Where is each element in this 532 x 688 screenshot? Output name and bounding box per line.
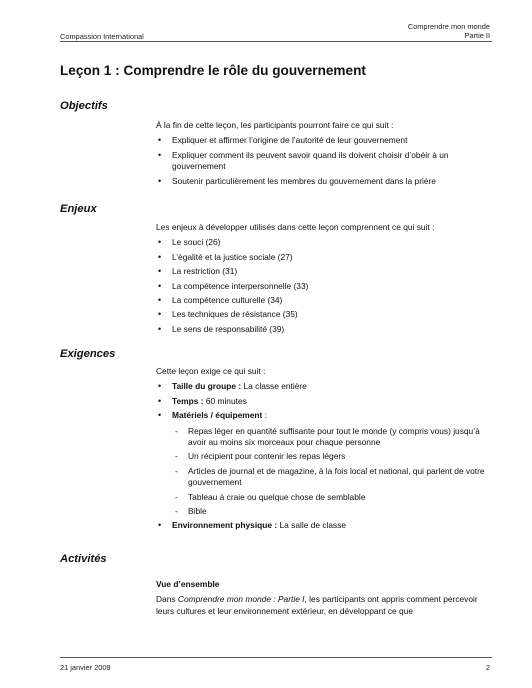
materials-colon: :: [262, 410, 267, 421]
footer-date: 21 janvier 2009: [60, 663, 111, 672]
overview-text-end: , les participants ont appris comment percevoir leurs cultures et leur environnement extérieur, en développant ce que: [156, 594, 478, 616]
group-size-value: La classe entière: [241, 381, 307, 392]
list-item: • Soutenir particulièrement les membres du gouvernement dans la prière: [156, 176, 486, 187]
list-item: - Repas léger en quantité suffisante pour tout le monde (y compris vous) jusqu’à avoir au moins six morceaux pour chaque personne: [172, 426, 486, 449]
group-size-label: Taille du groupe :: [172, 381, 242, 392]
header-organization: Compassion International: [60, 32, 144, 41]
header-divider: [60, 41, 492, 42]
list-item: - Bible: [172, 506, 486, 517]
list-item: • La compétence interpersonnelle (33): [156, 281, 486, 292]
objectifs-intro: À la fin de cette leçon, les participants pourront faire ce qui suit :: [156, 120, 394, 130]
list-item: • Le sens de responsabilité (39): [156, 324, 486, 335]
header-series-title: Comprendre mon monde: [407, 22, 490, 31]
environment-value: La salle de classe: [277, 520, 347, 531]
section-heading-exigences: Exigences: [60, 348, 116, 360]
overview-text-start: Dans: [156, 594, 178, 605]
list-item-group-size: [156, 381, 486, 392]
overview-subheading: Vue d’ensemble: [156, 579, 220, 589]
list-item-time: [156, 396, 486, 407]
list-item: • Les techniques de résistance (35): [156, 309, 486, 320]
section-heading-objectifs: Objectifs: [60, 100, 108, 112]
enjeux-content: [156, 222, 486, 338]
list-item: - Tableau à craie ou quelque chose de semblable: [172, 492, 486, 503]
materials-list: [172, 426, 486, 518]
list-item: • La restriction (31): [156, 266, 486, 277]
footer-divider: [60, 657, 492, 658]
activites-content: [156, 579, 486, 617]
overview-book-title: Comprendre mon monde : Partie I: [177, 594, 305, 605]
list-item-environment: [156, 520, 486, 531]
objectifs-content: [156, 120, 486, 190]
time-value: 60 minutes: [203, 395, 247, 406]
objectifs-list: [156, 135, 486, 187]
enjeux-list: [156, 237, 486, 335]
page-number: 2: [485, 663, 490, 672]
environment-label: Environnement physique :: [172, 520, 278, 531]
list-item-materials: [156, 410, 486, 517]
overview-paragraph: [156, 594, 486, 617]
list-item: • Le souci (26): [156, 237, 486, 248]
time-label: Temps :: [172, 395, 204, 406]
exigences-intro: Cette leçon exige ce qui suit :: [156, 366, 266, 376]
section-heading-activites: Activités: [60, 553, 107, 565]
list-item: • Expliquer et affirmer l’origine de l’autorité de leur gouvernement: [156, 135, 486, 146]
list-item: - Articles de journal et de magazine, à la fois local et national, qui parlent de votre gouvernement: [172, 466, 486, 489]
list-item: • La compétence culturelle (34): [156, 295, 486, 306]
list-item: • L’égalité et la justice sociale (27): [156, 252, 486, 263]
list-item: • Expliquer comment ils peuvent savoir quand ils doivent choisir d’obéir à un gouvernement: [156, 150, 486, 173]
list-item: - Un récipient pour contenir les repas légers: [172, 451, 486, 462]
materials-label: Matériels / équipement: [172, 410, 263, 421]
exigences-content: [156, 366, 486, 535]
exigences-list: [156, 381, 486, 531]
running-header-right: [408, 22, 490, 40]
lesson-title: Leçon 1 : Comprendre le rôle du gouvernement: [60, 63, 366, 78]
header-part: Partie II: [464, 31, 490, 40]
enjeux-intro: Les enjeux à développer utilisés dans cette leçon comprennent ce qui suit :: [156, 222, 435, 232]
section-heading-enjeux: Enjeux: [60, 203, 97, 215]
